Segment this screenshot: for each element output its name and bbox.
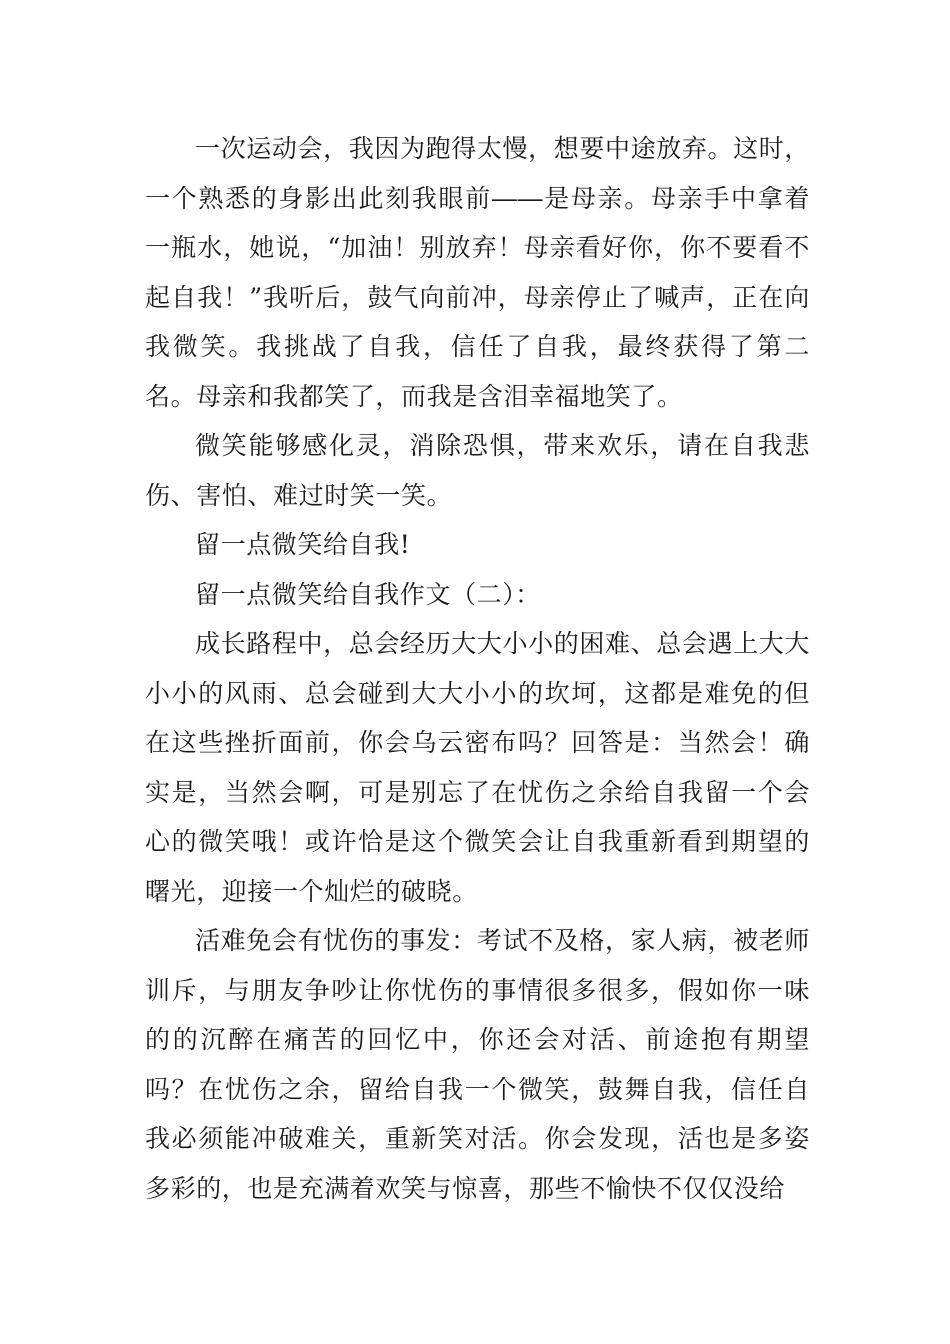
paragraph-growth-path: 成长路程中，总会经历大大小小的困难、总会遇上大大小小的风雨、总会碰到大大小小的坎坷，这都是难免的但在这些挫折面前，你会乌云密布吗？回答是：当然会！确实是，当然会啊，可是别忘了在忧伤之余给自我留一个会心的微笑哦！或许恰是这个微笑会让自我重新看到期望的曙光，迎接一个灿烂的破晓。 — [145, 629, 810, 906]
paragraph-essay-heading-two: 留一点微笑给自我作文（二）： — [195, 579, 541, 609]
essay-body — [145, 124, 810, 1213]
paragraph-sports-day: 一次运动会，我因为跑得太慢，想要中途放弃。这时，一个熟悉的身影出此刻我眼前――是母亲。母亲手中拿着一瓶水，她说，“加油！别放弃！母亲看好你，你不要看不起自我！”我听后，鼓气向前冲，母亲停止了喊声，正在向我微笑。我挑战了自我，信任了自我，最终获得了第二名。母亲和我都笑了，而我是含泪幸福地笑了。 — [145, 134, 810, 411]
paragraph-smile-power: 微笑能够感化灵，消除恐惧，带来欢乐，请在自我悲伤、害怕、难过时笑一笑。 — [145, 431, 810, 510]
paragraph-essay-title-closing: 留一点微笑给自我! — [195, 530, 411, 559]
paragraph-life-sorrow: 活难免会有忧伤的事发：考试不及格，家人病，被老师训斥，与朋友争吵让你忧伤的事情很多很多，假如你一味的的沉醉在痛苦的回忆中，你还会对活、前途抱有期望吗？在忧伤之余，留给自我一个微笑，鼓舞自我，信任自我必须能冲破难关，重新笑对活。你会发现，活也是多姿多彩的，也是充满着欢笑与惊喜，那些不愉快不仅仅没给 — [145, 926, 810, 1203]
